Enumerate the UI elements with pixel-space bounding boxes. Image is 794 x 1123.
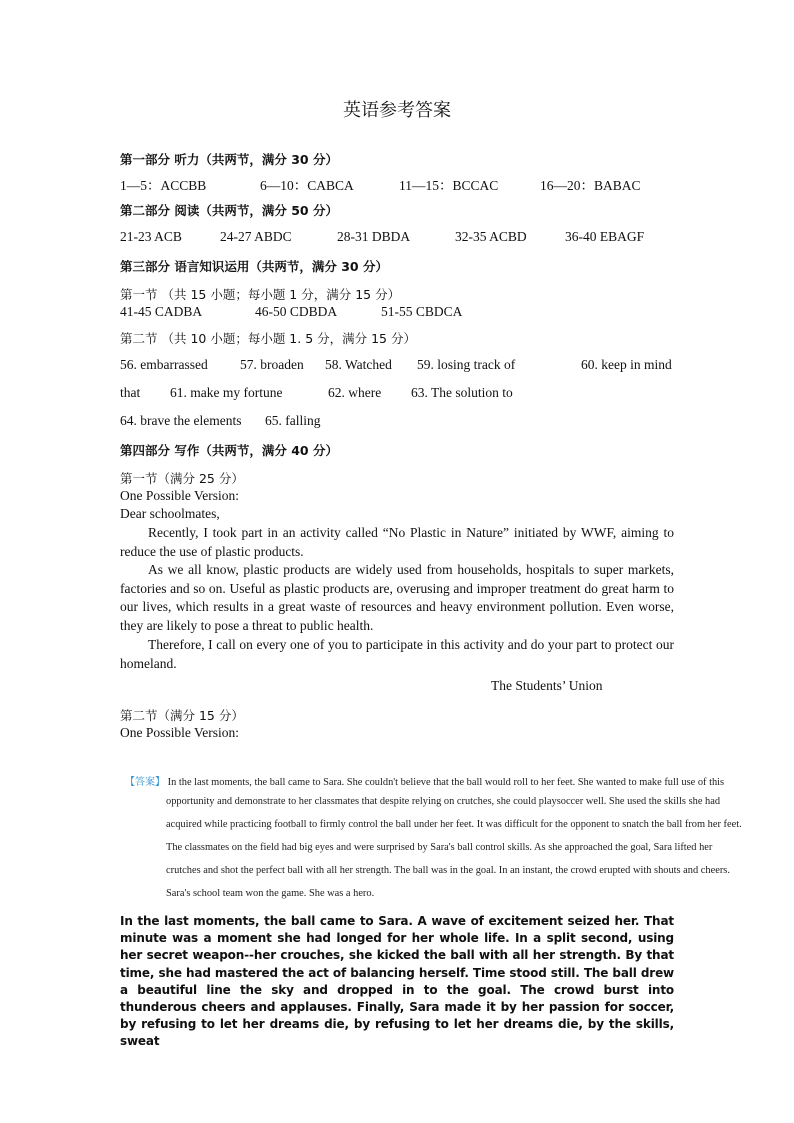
page-title: 英语参考答案 — [343, 100, 451, 121]
part3-s2-answer-59: 59. losing track of — [417, 357, 516, 372]
part2-answer-3: 28-31 DBDA — [337, 229, 411, 244]
part4-heading: 第四部分 写作（共两节，满分 40 分） — [120, 443, 338, 458]
part2-answer-2: 24-27 ABDC — [220, 229, 292, 244]
answer-line-1-text: In the last moments, the ball came to Sara. She couldn't believe that the ball would roll to her feet. She wanted to make full use of this — [167, 777, 725, 788]
part1-answer-2: 6—10：CABCA — [260, 178, 354, 193]
part3-s1-answer-3: 51-55 CBDCA — [381, 304, 463, 319]
answer-line-4: The classmates on the field had big eyes and were surprised by Sara's ball control skills. As she approached the goal, Sara lifted her — [166, 842, 713, 853]
letter-signature: The Students’ Union — [491, 678, 603, 693]
part1-answer-4: 16—20：BABAC — [540, 178, 641, 193]
part3-heading: 第三部分 语言知识运用（共两节，满分 30 分） — [120, 259, 388, 274]
bold-essay: In the last moments, the ball came to Sara. A wave of excitement seized her. That minute was a moment she had longed for her whole life. In a split second, using her secret weapon--her crouches, she kicked the ball with all her strength. By that time, she had mastered the act of balancing herself. Time stood still. The ball drew a beautiful line the sky and dropped in to the goal. The crowd burst into thunderous cheers and applauses. Finally, Sara made it by her passion for soccer, by refusing to let her dreams die, by refusing to let her dreams die, by the skills, sweat — [120, 914, 674, 1049]
part3-s2-answer-56: 56. embarrassed — [120, 357, 208, 372]
part4-s2-version: One Possible Version: — [120, 725, 240, 740]
part2-answer-5: 36-40 EBAGF — [565, 229, 645, 244]
answer-line-5: crutches and shot the perfect ball with all her strength. The ball was in the goal. In an instant, the crowd erupted with shouts and cheers. — [166, 865, 730, 876]
letter-paragraph-2: As we all know, plastic products are widely used from households, hospitals to super markets, factories and so on. Useful as plastic products are, overusing and improper treatment do great harm to our lives, which results in a great waste of resources and heavy environment pollution. Even worse, they are likely to pose a threat to public health. — [120, 562, 674, 634]
part4-section2-heading: 第二节（满分 15 分） — [120, 708, 244, 723]
answer-line-1 — [125, 773, 724, 788]
part3-s2-answer-63: 63. The solution to — [411, 385, 513, 400]
part4-section1-heading: 第一节（满分 25 分） — [120, 471, 244, 486]
part3-s2-answer-65: 65. falling — [265, 413, 321, 428]
part4-s1-version: One Possible Version: — [120, 488, 240, 503]
letter-paragraph-3: Therefore, I call on every one of you to participate in this activity and do your part to protect our homeland. — [120, 637, 674, 671]
answer-line-6: Sara's school team won the game. She was a hero. — [166, 888, 375, 899]
part1-answer-1: 1—5：ACCBB — [120, 178, 207, 193]
answer-line-2: opportunity and demonstrate to her classmates that despite relying on crutches, she could playsoccer well. She used the skills she had — [166, 796, 721, 807]
part3-s2-answer-57: 57. broaden — [240, 357, 304, 372]
part3-s2-answer-64: 64. brave the elements — [120, 413, 242, 428]
part3-s2-answer-60-cont: that — [120, 385, 141, 400]
answer-line-3: acquired while practicing football to firmly control the ball under her feet. It was difficult for the opponent to snatch the ball from her feet. — [166, 819, 742, 830]
part3-s2-answer-60: 60. keep in mind — [581, 357, 672, 372]
part3-section1-heading: 第一节 （共 15 小题；每小题 1 分，满分 15 分） — [120, 287, 401, 302]
part3-s2-answer-62: 62. where — [328, 385, 382, 400]
part1-heading: 第一部分 听力（共两节，满分 30 分） — [120, 152, 338, 167]
part2-answer-4: 32-35 ACBD — [455, 229, 527, 244]
part3-s2-answer-61: 61. make my fortune — [170, 385, 283, 400]
part3-s2-answer-58: 58. Watched — [325, 357, 392, 372]
part3-s1-answer-2: 46-50 CDBDA — [255, 304, 338, 319]
part1-answer-3: 11—15：BCCAC — [399, 178, 499, 193]
part2-answer-1: 21-23 ACB — [120, 229, 182, 244]
answer-tag: 【答案】 — [125, 777, 165, 788]
letter-greeting: Dear schoolmates, — [120, 506, 220, 521]
part2-heading: 第二部分 阅读（共两节，满分 50 分） — [120, 203, 338, 218]
part3-s1-answer-1: 41-45 CADBA — [120, 304, 203, 319]
letter-paragraph-1: Recently, I took part in an activity called “No Plastic in Nature” initiated by WWF, aiming to reduce the use of plastic products. — [120, 525, 674, 559]
part3-section2-heading: 第二节 （共 10 小题；每小题 1. 5 分，满分 15 分） — [120, 331, 416, 346]
